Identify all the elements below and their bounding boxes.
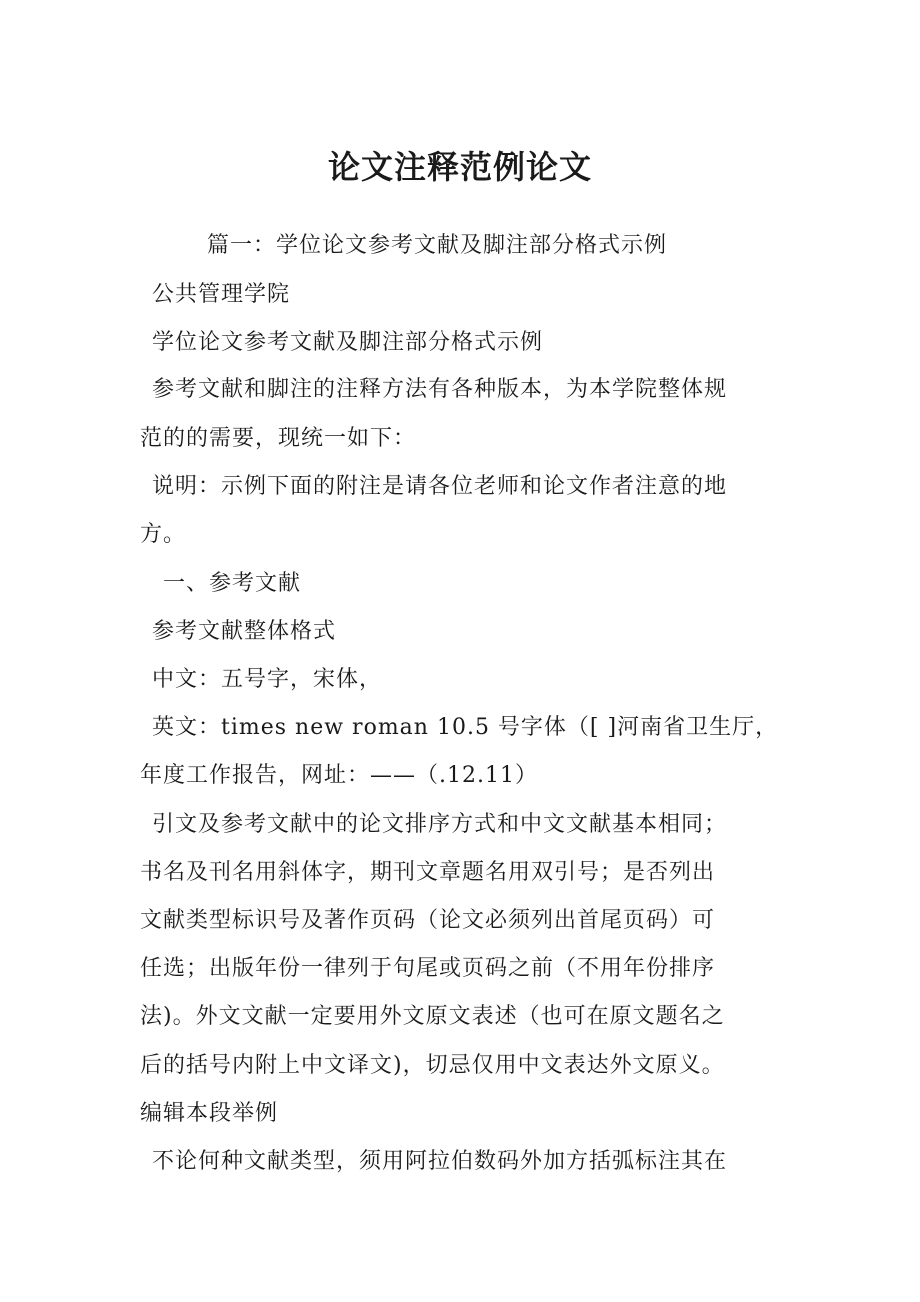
text-line: 方。 (140, 522, 187, 547)
text-line: 篇一：学位论文参考文献及脚注部分格式示例 (207, 233, 668, 258)
text-line: 中文：五号字，宋体， (152, 667, 383, 692)
text-line: 引文及参考文献中的论文排序方式和中文文献基本相同； (152, 812, 728, 837)
text-line: 参考文献和脚注的注释方法有各种版本，为本学院整体规 (152, 377, 728, 402)
text-line: 学位论文参考文献及脚注部分格式示例 (152, 330, 544, 355)
text-line: 不论何种文献类型，须用阿拉伯数码外加方括弧标注其在 (152, 1149, 728, 1174)
text-line: 说明：示例下面的附注是请各位老师和论文作者注意的地 (152, 474, 728, 499)
text-line: 一、参考文献 (163, 571, 302, 596)
text-line: 后的括号内附上中文译文)，切忌仅用中文表达外文原义。 (140, 1053, 725, 1078)
section-heading: 编辑本段举例 (140, 1101, 279, 1126)
text-line: 书名及刊名用斜体字，期刊文章题名用双引号；是否列出 (140, 860, 716, 885)
text-line: 公共管理学院 (152, 282, 291, 307)
document-title: 论文注释范例论文 (327, 148, 592, 186)
text-line: 参考文献整体格式 (152, 619, 337, 644)
text-line: 文献类型标识号及著作页码（论文必须列出首尾页码）可 (140, 908, 716, 933)
text-line: 年度工作报告，网址：——（.12.11） (140, 763, 538, 788)
text-line: 范的的需要，现统一如下： (140, 426, 417, 451)
text-line: 英文：times new roman 10.5 号字体（[ ]河南省卫生厅， (152, 715, 779, 740)
text-line: 法)。外文文献一定要用外文原文表述（也可在原文题名之 (140, 1004, 725, 1029)
text-line: 任选；出版年份一律列于句尾或页码之前（不用年份排序 (140, 956, 716, 981)
